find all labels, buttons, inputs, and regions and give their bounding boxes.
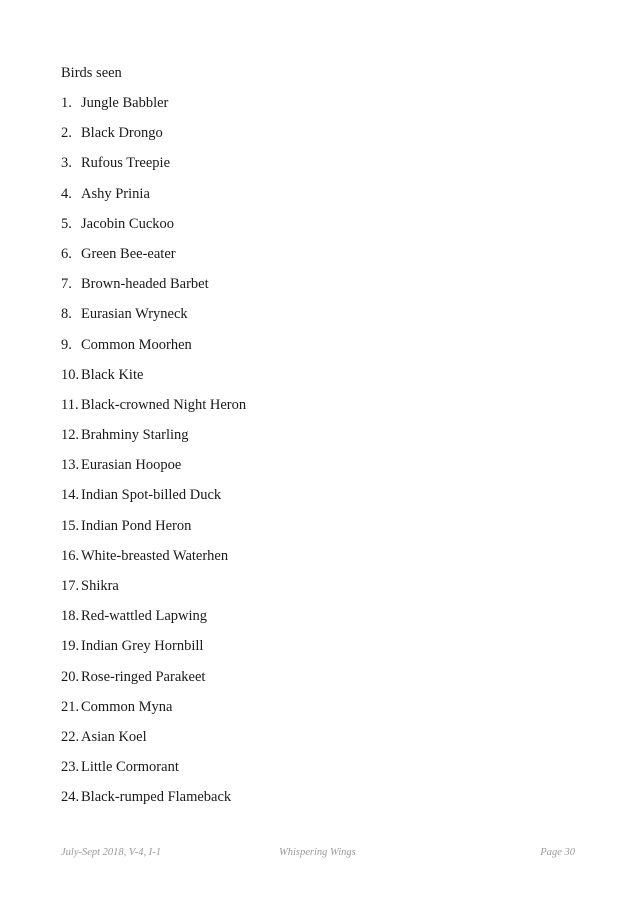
- list-item-bird-name: Black Drongo: [81, 125, 163, 142]
- list-item: [61, 366, 246, 396]
- list-item-number: 5.: [61, 215, 72, 232]
- list-item: [61, 547, 246, 577]
- list-item-bird-name: Indian Grey Hornbill: [81, 638, 204, 655]
- footer-publication: Whispering Wings: [279, 847, 356, 858]
- list-item: [61, 185, 246, 215]
- list-item-number: 20.: [61, 668, 80, 685]
- bird-list: [61, 94, 246, 819]
- list-item-bird-name: Eurasian Wryneck: [81, 306, 188, 323]
- list-item: [61, 728, 246, 758]
- list-item-number: 19.: [61, 638, 80, 655]
- list-item: [61, 305, 246, 335]
- list-item: [61, 426, 246, 456]
- list-item: [61, 456, 246, 486]
- list-item-number: 1.: [61, 95, 72, 111]
- list-item-bird-name: Little Cormorant: [81, 759, 179, 776]
- list-item-number: 12.: [61, 427, 80, 444]
- list-item-number: 18.: [61, 608, 80, 625]
- list-item-bird-name: Brown-headed Barbet: [81, 276, 209, 293]
- list-item-bird-name: Black-rumped Flameback: [81, 789, 232, 806]
- list-item-number: 14.: [61, 487, 80, 504]
- list-item-bird-name: Indian Pond Heron: [81, 517, 192, 534]
- list-item-number: 16.: [61, 547, 80, 564]
- list-item-number: 15.: [61, 517, 80, 534]
- list-item: [61, 758, 246, 788]
- list-item-bird-name: Red-wattled Lapwing: [81, 608, 208, 625]
- list-item: [61, 698, 246, 728]
- list-item: [61, 668, 246, 698]
- list-item: [61, 577, 246, 607]
- list-item: [61, 94, 246, 124]
- footer-page-number: Page 30: [540, 847, 575, 858]
- list-item-number: 2.: [61, 125, 72, 142]
- list-item-bird-name: Ashy Prinia: [81, 185, 150, 202]
- list-item-bird-name: Common Myna: [81, 698, 173, 715]
- list-item-bird-name: Common Moorhen: [81, 336, 192, 353]
- list-item-bird-name: Brahminy Starling: [81, 427, 189, 444]
- list-heading: Birds seen: [61, 65, 122, 81]
- list-item: [61, 245, 246, 275]
- list-item-number: 23.: [61, 759, 80, 776]
- list-item-number: 24.: [61, 789, 80, 806]
- list-item-number: 11.: [61, 396, 79, 413]
- list-item: [61, 275, 246, 305]
- list-item-bird-name: Asian Koel: [81, 728, 147, 745]
- list-item-number: 8.: [61, 306, 72, 323]
- list-item: [61, 486, 246, 516]
- list-item-number: 13.: [61, 457, 80, 474]
- list-item-number: 6.: [61, 245, 72, 262]
- list-item-bird-name: Black-crowned Night Heron: [81, 396, 247, 413]
- list-item: [61, 396, 246, 426]
- list-item-number: 21.: [61, 698, 80, 715]
- list-item: [61, 215, 246, 245]
- list-item: [61, 154, 246, 184]
- list-item-bird-name: Jacobin Cuckoo: [81, 215, 175, 232]
- list-item-number: 4.: [61, 185, 72, 202]
- list-item-number: 9.: [61, 336, 72, 353]
- list-item-number: 17.: [61, 578, 80, 594]
- list-item-bird-name: Jungle Babbler: [81, 95, 169, 111]
- list-item-bird-name: Rose-ringed Parakeet: [81, 668, 206, 685]
- list-item: [61, 788, 246, 818]
- list-item: [61, 607, 246, 637]
- list-item-number: 10.: [61, 366, 80, 383]
- page-footer: [61, 847, 575, 863]
- list-item: [61, 124, 246, 154]
- list-item-bird-name: Eurasian Hoopoe: [81, 457, 182, 474]
- list-item: [61, 517, 246, 547]
- list-item-bird-name: Shikra: [81, 578, 119, 594]
- list-item: [61, 336, 246, 366]
- list-item: [61, 637, 246, 667]
- list-item-bird-name: Green Bee-eater: [81, 245, 176, 262]
- list-item-bird-name: Indian Spot-billed Duck: [81, 487, 222, 504]
- list-item-bird-name: White-breasted Waterhen: [81, 547, 229, 564]
- list-item-number: 22.: [61, 728, 80, 745]
- list-item-number: 7.: [61, 276, 72, 293]
- list-item-bird-name: Rufous Treepie: [81, 155, 171, 172]
- list-item-bird-name: Black Kite: [81, 366, 144, 383]
- footer-issue: July-Sept 2018, V-4, I-1: [61, 847, 162, 858]
- list-item-number: 3.: [61, 155, 72, 172]
